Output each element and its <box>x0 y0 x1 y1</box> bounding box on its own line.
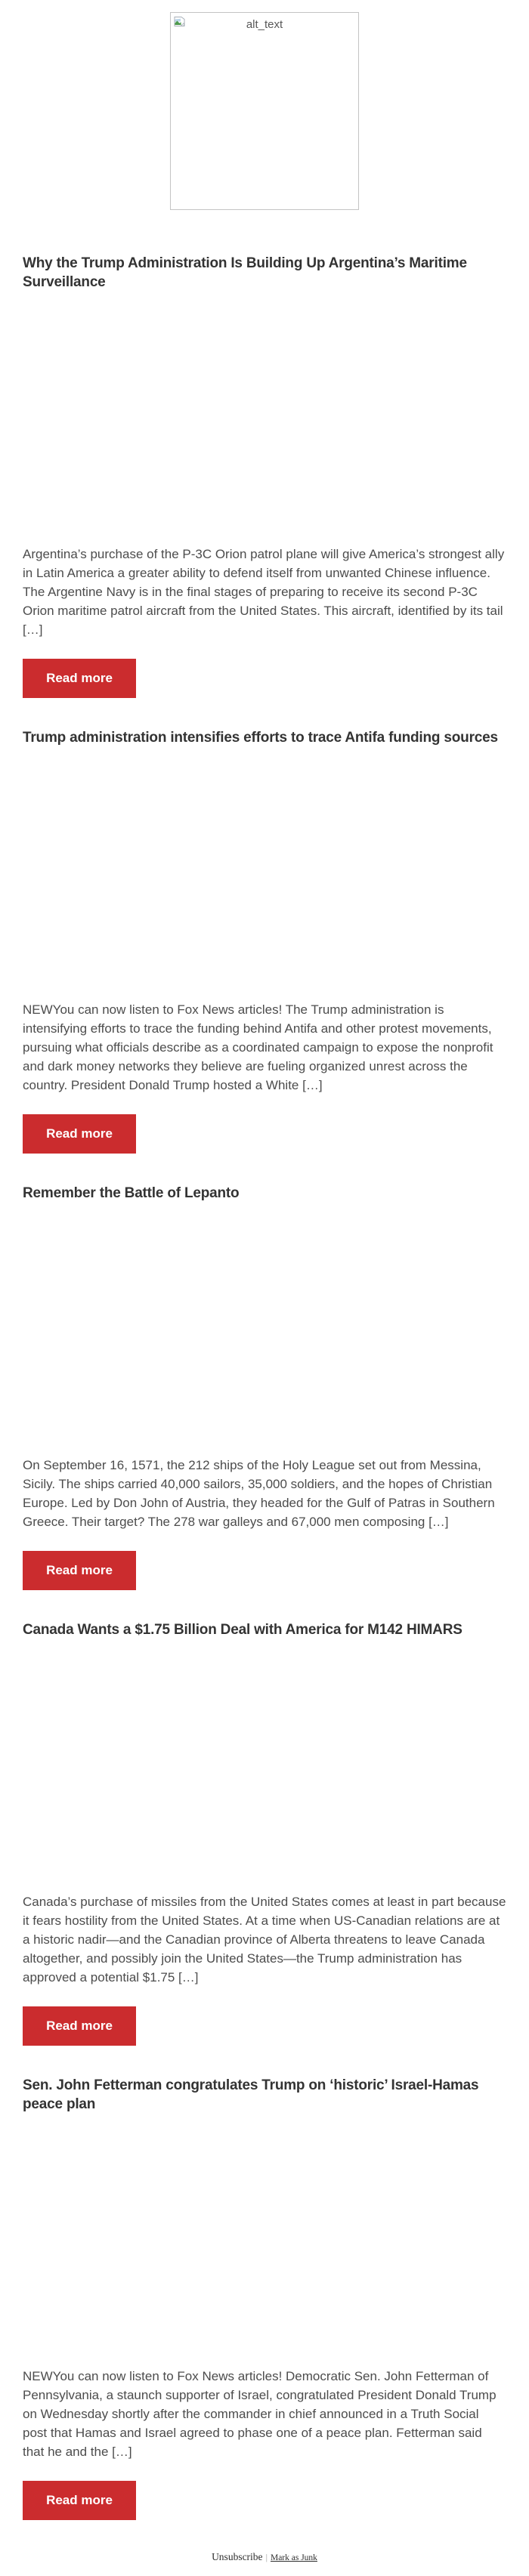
article-5-headline: Sen. John Fetterman congratulates Trump on ‘historic’ Israel-Hamas peace plan <box>23 2077 479 2112</box>
article-5 <box>23 2076 506 2520</box>
article-3-headline: Remember the Battle of Lepanto <box>23 1185 240 1201</box>
article-5-read-more-button[interactable]: Read more <box>23 2481 136 2520</box>
article-2 <box>23 728 506 1154</box>
article-3-excerpt: On September 16, 1571, the 212 ships of the Holy League set out from Messina, Sicily. The ships carried 40,000 sailors, 35,000 soldiers, and the hopes of Christian Europe. Led by Don John of Austria, they headed for the Gulf of Patras in Southern Greece. Their target? The 278 war galleys and 67,000 men composing […] <box>23 1458 495 1529</box>
mark-as-junk-link[interactable]: Mark as Junk <box>270 2553 317 2562</box>
article-3 <box>23 1184 506 1590</box>
article-4-headline: Canada Wants a $1.75 Billion Deal with America for M142 HIMARS <box>23 1622 462 1638</box>
article-4-excerpt: Canada’s purchase of missiles from the United States comes at least in part because it fears hostility from the United States. At a time when US-Canadian relations are at a historic nadir—and the Canadian province of Alberta threatens to leave Canada altogether, and possibly join the United States—the Trump administration has approved a potential $1.75 […] <box>23 1895 506 1985</box>
article-2-read-more-button[interactable]: Read more <box>23 1114 136 1154</box>
article-2-image-placeholder <box>23 747 506 1000</box>
image-alt-text: alt_text <box>246 18 283 31</box>
article-5-excerpt: NEWYou can now listen to Fox News articles! Democratic Sen. John Fetterman of Pennsylvania, a staunch supporter of Israel, congratulated President Donald Trump on Wednesday shortly after the commander in chief announced in a Truth Social post that Hamas and Israel agreed to phase one of a peace plan. Fetterman said that he and the […] <box>23 2369 497 2459</box>
newsletter-logo-broken-image[interactable] <box>170 12 359 210</box>
article-1 <box>23 254 506 698</box>
footer-separator: | <box>265 2552 268 2562</box>
article-3-image-placeholder <box>23 1203 506 1456</box>
article-1-headline: Why the Trump Administration Is Building Up Argentina’s Maritime Surveillance <box>23 255 467 290</box>
article-4 <box>23 1620 506 2046</box>
article-4-read-more-button[interactable]: Read more <box>23 2006 136 2046</box>
article-2-excerpt: NEWYou can now listen to Fox News articles! The Trump administration is intensifying efforts to trace the funding behind Antifa and other protest movements, pursuing what officials describe as a coordinated campaign to expose the nonprofit and dark money networks they believe are fueling organized unrest across the country. President Donald Trump hosted a White […] <box>23 1002 493 1092</box>
article-1-read-more-button[interactable]: Read more <box>23 659 136 698</box>
article-3-read-more-button[interactable]: Read more <box>23 1551 136 1590</box>
footer <box>0 2550 529 2564</box>
article-1-excerpt: Argentina’s purchase of the P-3C Orion patrol plane will give America’s strongest ally in Latin America a greater ability to defend itself from unwanted Chinese influence. The Argentine Navy is in the final stages of preparing to receive its second P-3C Orion maritime patrol aircraft from the United States. This aircraft, identified by its tail […] <box>23 547 505 637</box>
article-2-headline: Trump administration intensifies efforts to trace Antifa funding sources <box>23 730 498 746</box>
article-1-image-placeholder <box>23 292 506 545</box>
unsubscribe-link[interactable]: Unsubscribe <box>212 2551 263 2562</box>
article-5-image-placeholder <box>23 2114 506 2367</box>
article-4-image-placeholder <box>23 1639 506 1892</box>
newsletter-body <box>0 254 529 2520</box>
